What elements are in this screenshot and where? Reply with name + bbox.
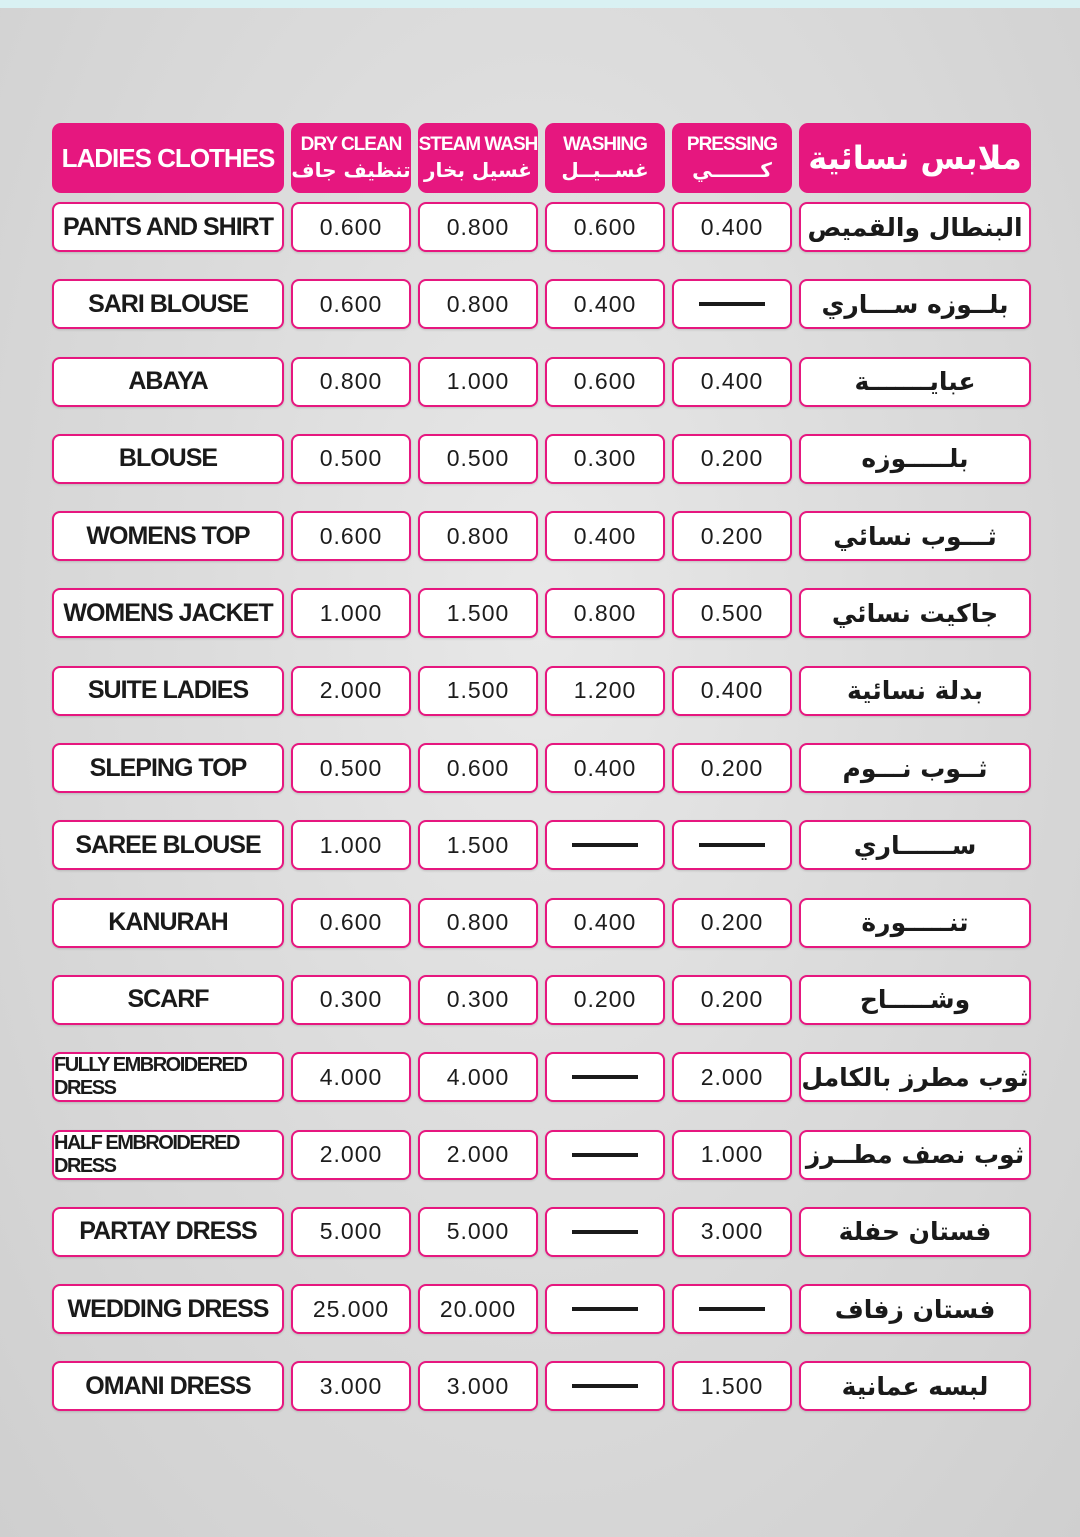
price-pressing-cell xyxy=(672,279,792,329)
item-name-ar: ســــــاري xyxy=(853,830,977,860)
header-name-ar-label: ملابس نسائية xyxy=(808,139,1022,177)
price-steam-wash-cell xyxy=(418,434,538,484)
item-name-en: SAREE BLOUSE xyxy=(75,830,261,859)
price-steam-wash: 0.800 xyxy=(446,290,510,317)
item-name-ar: عبايـــــــة xyxy=(854,367,976,397)
price-pressing: 1.000 xyxy=(700,1141,764,1168)
price-steam-wash-cell xyxy=(418,279,538,329)
price-steam-wash: 0.600 xyxy=(446,754,510,781)
price-pressing-cell xyxy=(672,743,792,793)
price-washing: 0.600 xyxy=(573,213,637,240)
price-steam-wash: 1.000 xyxy=(446,368,510,395)
price-pressing-cell xyxy=(672,202,792,252)
item-name-ar-cell xyxy=(799,1284,1031,1334)
price-dry-clean: 1.000 xyxy=(319,599,383,626)
item-name-en-cell xyxy=(52,743,284,793)
price-steam-wash: 4.000 xyxy=(446,1063,510,1090)
item-name-en: WEDDING DRESS xyxy=(67,1294,269,1323)
price-dry-clean: 0.800 xyxy=(319,368,383,395)
header-steam-wash-ar: غسيل بخار xyxy=(424,158,532,182)
price-washing: 0.200 xyxy=(573,986,637,1013)
price-pressing-cell xyxy=(672,1361,792,1411)
price-steam-wash-cell xyxy=(418,511,538,561)
price-washing-cell xyxy=(545,1284,665,1334)
item-name-ar-cell xyxy=(799,357,1031,407)
price-pressing: 0.200 xyxy=(700,445,764,472)
price-dry-clean: 0.600 xyxy=(319,522,383,549)
item-name-ar-cell xyxy=(799,743,1031,793)
top-strip xyxy=(0,0,1080,8)
price-pressing: 0.400 xyxy=(700,213,764,240)
header-steam-wash xyxy=(418,123,538,193)
item-name-en: HALF EMBROIDERED DRESS xyxy=(54,1131,239,1177)
price-washing-cell xyxy=(545,1130,665,1180)
price-pressing: 0.500 xyxy=(700,599,764,626)
header-name-en xyxy=(52,123,284,193)
not-available-dash xyxy=(572,1075,638,1079)
price-dry-clean: 3.000 xyxy=(319,1372,383,1399)
price-dry-clean: 0.500 xyxy=(319,445,383,472)
item-name-ar-cell xyxy=(799,1052,1031,1102)
header-name-ar xyxy=(799,123,1031,193)
item-name-en: SCARF xyxy=(127,985,209,1014)
item-name-ar: ثـــوب نسائي xyxy=(833,521,997,551)
item-name-en-cell xyxy=(52,820,284,870)
price-washing-cell xyxy=(545,511,665,561)
price-dry-clean-cell xyxy=(291,434,411,484)
price-steam-wash-cell xyxy=(418,357,538,407)
header-washing-en: WASHING xyxy=(563,134,647,155)
item-name-ar: بلـــــوزه xyxy=(861,444,969,474)
price-steam-wash: 2.000 xyxy=(446,1141,510,1168)
header-washing xyxy=(545,123,665,193)
price-washing: 0.400 xyxy=(573,290,637,317)
price-steam-wash: 5.000 xyxy=(446,1218,510,1245)
not-available-dash xyxy=(572,843,638,847)
price-dry-clean-cell xyxy=(291,898,411,948)
price-steam-wash: 3.000 xyxy=(446,1372,510,1399)
price-steam-wash: 0.500 xyxy=(446,445,510,472)
not-available-dash xyxy=(699,302,765,306)
item-name-en-cell xyxy=(52,1130,284,1180)
item-name-ar: وشـــــاح xyxy=(859,985,971,1015)
price-washing: 1.200 xyxy=(573,677,637,704)
price-pressing: 0.200 xyxy=(700,754,764,781)
item-name-ar-cell xyxy=(799,588,1031,638)
item-name-en-cell xyxy=(52,588,284,638)
item-name-ar-cell xyxy=(799,975,1031,1025)
price-pressing: 1.500 xyxy=(700,1372,764,1399)
header-pressing-en: PRESSING xyxy=(686,134,778,155)
item-name-ar-cell xyxy=(799,666,1031,716)
item-name-ar: ثــوب نـــوم xyxy=(842,753,988,783)
item-name-ar-cell xyxy=(799,1130,1031,1180)
price-dry-clean-cell xyxy=(291,666,411,716)
price-dry-clean-cell xyxy=(291,357,411,407)
price-steam-wash-cell xyxy=(418,820,538,870)
price-washing-cell xyxy=(545,975,665,1025)
price-washing: 0.600 xyxy=(573,368,637,395)
price-washing-cell xyxy=(545,202,665,252)
price-dry-clean: 5.000 xyxy=(319,1218,383,1245)
price-steam-wash: 1.500 xyxy=(446,599,510,626)
item-name-ar: فستان حفلة xyxy=(838,1217,992,1247)
price-dry-clean: 2.000 xyxy=(319,1141,383,1168)
item-name-en-cell xyxy=(52,357,284,407)
price-pressing-cell xyxy=(672,1284,792,1334)
price-steam-wash-cell xyxy=(418,666,538,716)
item-name-en: WOMENS JACKET xyxy=(63,598,273,627)
price-washing: 0.400 xyxy=(573,909,637,936)
item-name-en: BLOUSE xyxy=(118,444,218,473)
price-pressing: 0.200 xyxy=(700,909,764,936)
price-dry-clean: 0.300 xyxy=(319,986,383,1013)
price-washing: 0.400 xyxy=(573,754,637,781)
item-name-ar: جاكيت نسائي xyxy=(831,598,999,628)
price-dry-clean-cell xyxy=(291,820,411,870)
item-name-ar-cell xyxy=(799,898,1031,948)
price-dry-clean-cell xyxy=(291,202,411,252)
price-pressing: 3.000 xyxy=(700,1218,764,1245)
price-steam-wash-cell xyxy=(418,1207,538,1257)
item-name-ar: بلــوزه ســـاري xyxy=(821,289,1009,319)
price-washing-cell xyxy=(545,898,665,948)
price-dry-clean: 2.000 xyxy=(319,677,383,704)
not-available-dash xyxy=(572,1384,638,1388)
price-pressing-cell xyxy=(672,357,792,407)
price-washing: 0.800 xyxy=(573,599,637,626)
price-dry-clean-cell xyxy=(291,1361,411,1411)
price-washing: 0.400 xyxy=(573,522,637,549)
item-name-en-cell xyxy=(52,1052,284,1102)
item-name-en-cell xyxy=(52,511,284,561)
price-pressing: 0.400 xyxy=(700,368,764,395)
price-pressing-cell xyxy=(672,434,792,484)
price-pressing-cell xyxy=(672,588,792,638)
price-steam-wash-cell xyxy=(418,1284,538,1334)
header-washing-ar: غســيــل xyxy=(561,158,649,182)
item-name-en: SARI BLOUSE xyxy=(88,289,248,318)
price-pressing-cell xyxy=(672,975,792,1025)
item-name-en: OMANI DRESS xyxy=(85,1371,251,1400)
not-available-dash xyxy=(699,1307,765,1311)
price-pressing: 2.000 xyxy=(700,1063,764,1090)
item-name-en-cell xyxy=(52,1207,284,1257)
price-washing-cell xyxy=(545,588,665,638)
price-steam-wash-cell xyxy=(418,743,538,793)
price-dry-clean: 4.000 xyxy=(319,1063,383,1090)
price-washing-cell xyxy=(545,820,665,870)
item-name-ar-cell xyxy=(799,202,1031,252)
price-steam-wash: 1.500 xyxy=(446,831,510,858)
not-available-dash xyxy=(572,1230,638,1234)
item-name-en-cell xyxy=(52,975,284,1025)
price-pressing-cell xyxy=(672,511,792,561)
price-pressing-cell xyxy=(672,666,792,716)
item-name-en: PARTAY DRESS xyxy=(79,1217,257,1246)
header-dry-clean-en: DRY CLEAN xyxy=(300,134,402,155)
item-name-en: SLEPING TOP xyxy=(89,753,247,782)
price-dry-clean-cell xyxy=(291,1130,411,1180)
price-dry-clean: 25.000 xyxy=(312,1295,390,1322)
price-dry-clean: 0.600 xyxy=(319,213,383,240)
price-steam-wash: 0.800 xyxy=(446,213,510,240)
item-name-en-cell xyxy=(52,1361,284,1411)
price-table xyxy=(52,123,1031,1439)
price-steam-wash: 0.800 xyxy=(446,522,510,549)
not-available-dash xyxy=(572,1153,638,1157)
price-pressing-cell xyxy=(672,1207,792,1257)
price-pressing: 0.400 xyxy=(700,677,764,704)
header-name-en-label: LADIES CLOTHES xyxy=(61,142,275,173)
price-pressing-cell xyxy=(672,1130,792,1180)
item-name-en: FULLY EMBROIDERED DRESS xyxy=(54,1054,247,1100)
item-name-en-cell xyxy=(52,279,284,329)
price-steam-wash-cell xyxy=(418,1130,538,1180)
item-name-en-cell xyxy=(52,898,284,948)
item-name-ar: بدلة نسائية xyxy=(846,676,984,706)
item-name-ar: لبسه عمانية xyxy=(841,1371,989,1401)
price-dry-clean-cell xyxy=(291,1284,411,1334)
price-steam-wash-cell xyxy=(418,1052,538,1102)
price-pressing-cell xyxy=(672,820,792,870)
price-pressing: 0.200 xyxy=(700,986,764,1013)
item-name-ar: ثوب نصف مطــرز xyxy=(805,1140,1025,1170)
price-pressing: 0.200 xyxy=(700,522,764,549)
header-steam-wash-en: STEAM WASH xyxy=(418,134,538,155)
price-steam-wash-cell xyxy=(418,975,538,1025)
price-pressing-cell xyxy=(672,1052,792,1102)
price-steam-wash-cell xyxy=(418,588,538,638)
not-available-dash xyxy=(699,843,765,847)
price-dry-clean: 0.600 xyxy=(319,909,383,936)
item-name-en-cell xyxy=(52,1284,284,1334)
header-pressing-ar: كـــــــي xyxy=(692,158,772,182)
not-available-dash xyxy=(572,1307,638,1311)
item-name-en: SUITE LADIES xyxy=(87,676,249,705)
item-name-en-cell xyxy=(52,202,284,252)
price-washing: 0.300 xyxy=(573,445,637,472)
price-dry-clean-cell xyxy=(291,511,411,561)
item-name-en: WOMENS TOP xyxy=(86,521,250,550)
price-dry-clean-cell xyxy=(291,743,411,793)
price-washing-cell xyxy=(545,743,665,793)
item-name-ar-cell xyxy=(799,434,1031,484)
price-washing-cell xyxy=(545,279,665,329)
header-dry-clean xyxy=(291,123,411,193)
item-name-ar-cell xyxy=(799,279,1031,329)
price-steam-wash-cell xyxy=(418,1361,538,1411)
price-steam-wash: 0.300 xyxy=(446,986,510,1013)
header-dry-clean-ar: تنظيف جاف xyxy=(291,158,411,182)
item-name-en: ABAYA xyxy=(128,367,208,396)
item-name-ar-cell xyxy=(799,1207,1031,1257)
price-steam-wash-cell xyxy=(418,202,538,252)
price-steam-wash-cell xyxy=(418,898,538,948)
price-dry-clean-cell xyxy=(291,1207,411,1257)
price-steam-wash: 1.500 xyxy=(446,677,510,704)
item-name-ar: ثوب مطرز بالكامل xyxy=(801,1062,1029,1092)
item-name-ar-cell xyxy=(799,820,1031,870)
price-washing-cell xyxy=(545,357,665,407)
price-dry-clean-cell xyxy=(291,588,411,638)
item-name-ar-cell xyxy=(799,1361,1031,1411)
item-name-ar: فستان زفاف xyxy=(834,1294,996,1324)
item-name-en-cell xyxy=(52,434,284,484)
price-pressing-cell xyxy=(672,898,792,948)
price-dry-clean: 0.500 xyxy=(319,754,383,781)
price-dry-clean-cell xyxy=(291,1052,411,1102)
price-washing-cell xyxy=(545,1361,665,1411)
item-name-ar-cell xyxy=(799,511,1031,561)
price-dry-clean: 0.600 xyxy=(319,290,383,317)
item-name-ar: البنطال والقميص xyxy=(807,212,1023,242)
item-name-en-cell xyxy=(52,666,284,716)
header-pressing xyxy=(672,123,792,193)
price-dry-clean-cell xyxy=(291,975,411,1025)
item-name-ar: تنـــــورة xyxy=(861,908,969,938)
price-dry-clean-cell xyxy=(291,279,411,329)
price-steam-wash: 0.800 xyxy=(446,909,510,936)
price-dry-clean: 1.000 xyxy=(319,831,383,858)
price-washing-cell xyxy=(545,1052,665,1102)
item-name-en: KANURAH xyxy=(108,908,228,937)
item-name-en: PANTS AND SHIRT xyxy=(63,212,273,241)
price-washing-cell xyxy=(545,666,665,716)
price-steam-wash: 20.000 xyxy=(439,1295,517,1322)
price-washing-cell xyxy=(545,434,665,484)
price-washing-cell xyxy=(545,1207,665,1257)
